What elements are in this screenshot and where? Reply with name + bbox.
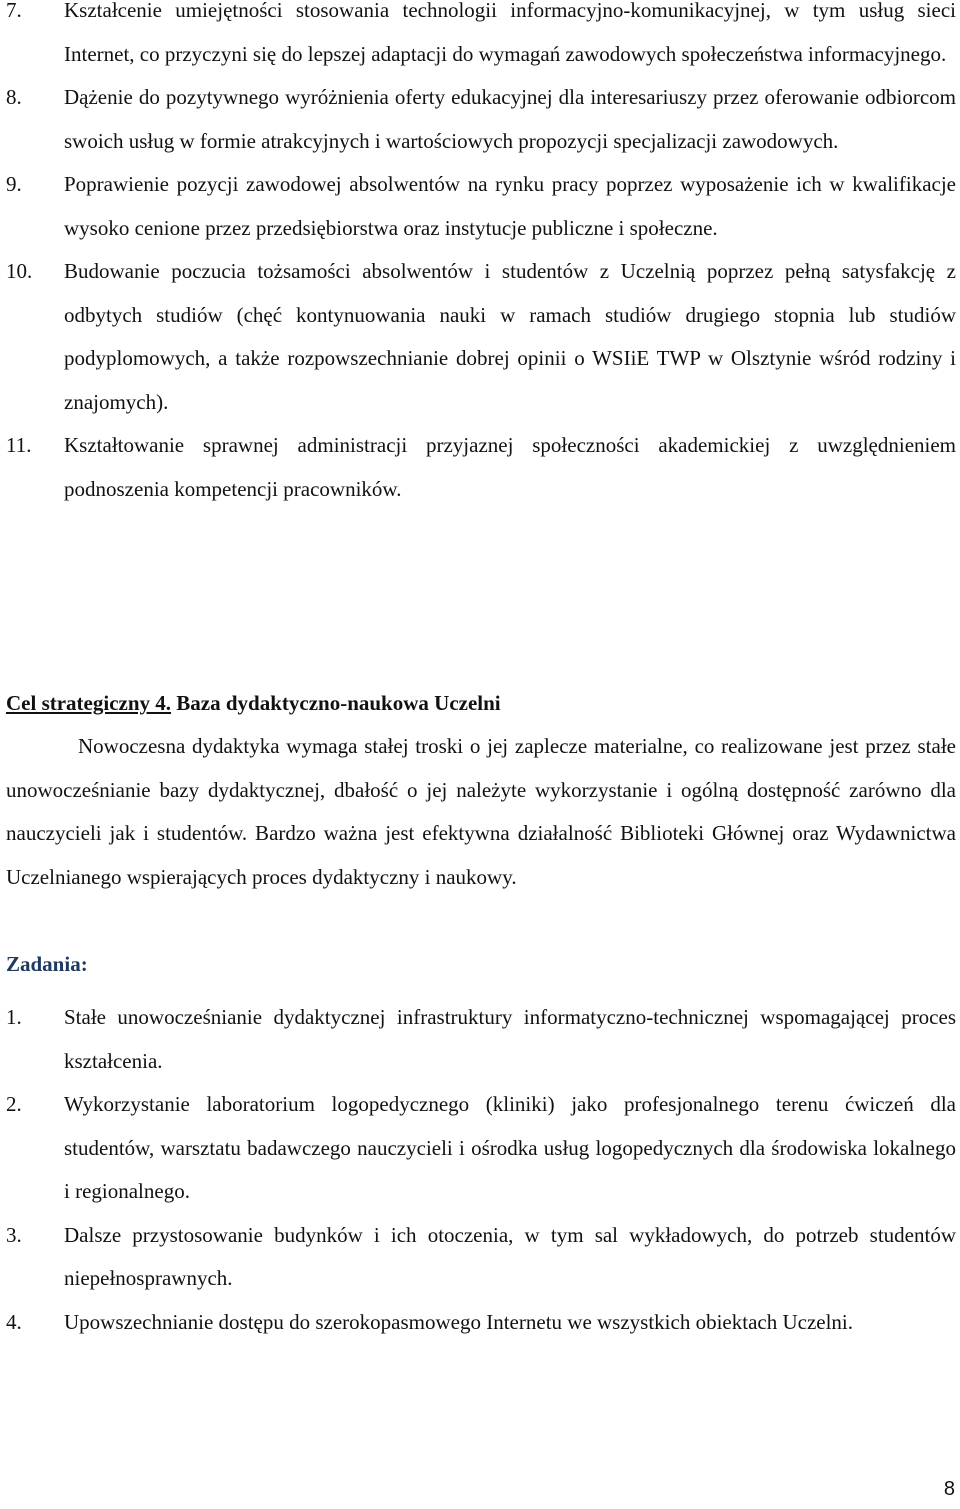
list-item [0, 76, 960, 163]
list-item-number: 3. [6, 1222, 22, 1247]
section-paragraph: Nowoczesna dydaktyka wymaga stałej troski o jej zaplecze materialne, co realizowane jest przez stałe unowocześnianie bazy dydaktycznej, dbałość o jej należyte wykorzystanie i ogólną dostępność zarówno dla nauczycieli jak i studentów. Bardzo ważna jest efektywna działalność Biblioteki Głównej oraz Wydawnictwa Uczelnianego wspierających proces dydaktyczny i naukowy. [6, 734, 956, 889]
list-item [0, 424, 960, 511]
list-item-number: 11. [6, 433, 32, 457]
list-item [0, 996, 960, 1083]
list-item-text: Kształtowanie sprawnej administracji przyjaznej społeczności akademickiej z uwzględnieniem podnoszenia kompetencji pracowników. [64, 433, 956, 501]
page-number: 8 [943, 1478, 955, 1500]
heading-title: Baza dydaktyczno-naukowa Uczelni [171, 691, 501, 715]
list-item-number: 2. [6, 1092, 22, 1116]
list-item-text: Poprawienie pozycji zawodowej absolwentów na rynku pracy poprzez wyposażenie ich w kwalifikacje wysoko cenione przez przedsiębiorstwa oraz instytucje publiczne i społeczne. [64, 172, 956, 240]
list-item-text: Budowanie poczucia tożsamości absolwentów i studentów z Uczelnią poprzez pełną satysfakcję z odbytych studiów (chęć kontynuowania nauki w ramach studiów drugiego stopnia lub studiów podyplomowych, a także rozpowszechnianie dobrej opinii o WSIiE TWP w Olsztynie wśród rodziny i znajomych). [64, 259, 956, 414]
list-item-number: 7. [6, 0, 22, 22]
list-item [0, 1214, 960, 1301]
list-item-number: 8. [6, 85, 22, 109]
list-item-text: Upowszechnianie dostępu do szerokopasmowego Internetu we wszystkich obiektach Uczelni. [64, 1309, 854, 1334]
list-item-number: 10. [6, 259, 33, 283]
list-item [0, 163, 960, 250]
list-item-text: Stałe unowocześnianie dydaktycznej infrastruktury informatyczno-technicznej wspomagającej proces kształcenia. [64, 1005, 956, 1073]
list-item-number: 4. [6, 1309, 22, 1334]
list-item [0, 250, 960, 424]
list-item-number: 1. [6, 1005, 22, 1029]
section-heading [6, 682, 501, 726]
objectives-list [0, 0, 960, 511]
list-item-text: Wykorzystanie laboratorium logopedycznego (kliniki) jako profesjonalnego terenu ćwiczeń dla studentów, warsztatu badawczego nauczycieli i ośrodka usług logopedycznych dla środowiska lokalnego i regionalnego. [64, 1092, 956, 1203]
list-item [0, 1301, 960, 1345]
list-item [0, 1083, 960, 1214]
list-item-text: Dążenie do pozytywnego wyróżnienia oferty edukacyjnej dla interesariuszy przez oferowanie odbiorcom swoich usług w formie atrakcyjnych i wartościowych propozycji specjalizacji zawodowych. [64, 85, 956, 153]
list-item-number: 9. [6, 172, 22, 196]
list-item [0, 0, 960, 76]
list-item-text: Kształcenie umiejętności stosowania technologii informacyjno-komunikacyjnej, w tym usług sieci Internet, co przyczyni się do lepszej adaptacji do wymagań zawodowych społeczeństwa informacyjnego. [64, 0, 956, 66]
tasks-label: Zadania: [6, 952, 88, 976]
heading-prefix: Cel strategiczny 4. [6, 691, 172, 715]
tasks-list [0, 996, 960, 1344]
list-item-text: Dalsze przystosowanie budynków i ich otoczenia, w tym sal wykładowych, do potrzeb studentów niepełnosprawnych. [64, 1222, 956, 1290]
